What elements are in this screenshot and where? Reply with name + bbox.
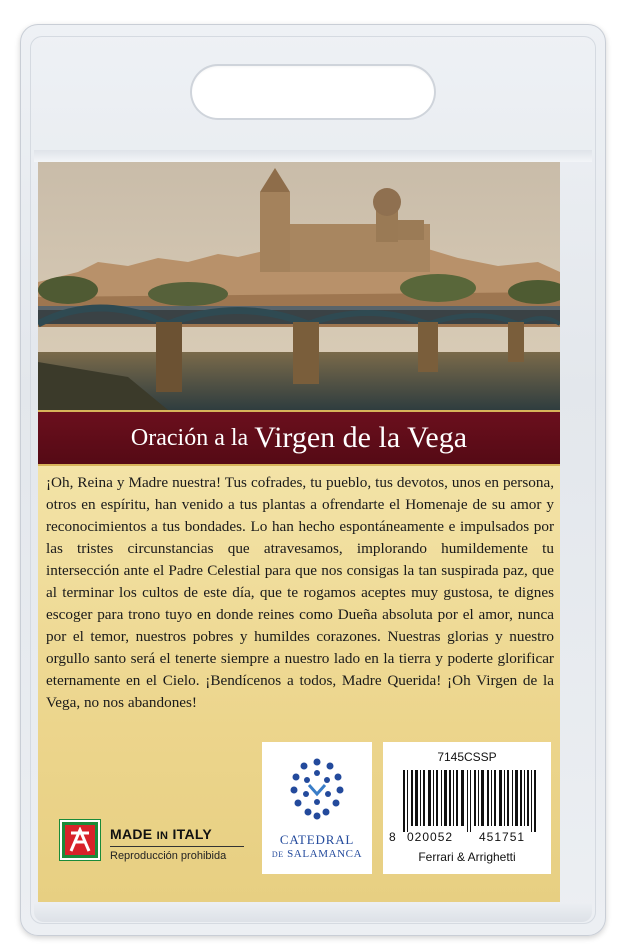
prayer-text: ¡Oh, Reina y Madre nuestra! Tus cofrades, tu pueblo, tus devotos, unos en persona, otros en espíritu, han venido a tus plantas a ofrendarte el Homenaje de su amor y reconocimientos a tus bondades. Lo han hecho espontáneamente e impulsados por las tristes circunstancias que atravesamos, implorando humildemente tu intersección ante el Padre Celestial para que nos consigas la tan suspirada paz, que al terminar los cultos de este día, que te rogamos aceptes muy gustosa, te dignes escoger para trono tuyo en donde reines como Dueña absoluta por el amor, nunca por el temor, nuestros pobres y humildes corazones. Nuestras glorias y nuestro orgullo santo será el tenerte siempre a nuestro lado en la tierra y poderte glorificar eternamente en el Cielo. ¡Bendícenos a todos, Madre Querida! ¡Oh Virgen de la Vega, no nos abandones! [46,474,554,711]
reproduction-text: Reproducción prohibida [110,850,227,862]
tray-top [34,150,592,162]
cathedral-logo-box [262,742,372,874]
in-word: IN [156,830,169,842]
fa-logo [60,820,100,860]
barcode-right-digits: 451751 [479,830,526,844]
product-sku: 7145CSSP [437,750,497,764]
brand-name: Ferrari & Arrighetti [418,850,516,864]
cathedral-de: DE [271,850,284,859]
made-word: MADE [110,826,153,842]
made-in-italy-block [60,818,246,870]
barcode-left-digits: 020052 [407,830,454,844]
hang-hole [190,64,436,120]
salamanca-bridge-photo [38,162,560,410]
cathedral-rose-icon [288,756,346,826]
barcode-icon [401,770,537,834]
title-main: Virgen de la Vega [254,421,468,454]
made-in-italy-text [110,826,212,842]
title-band [38,410,560,466]
cathedral-city [262,848,372,860]
fa-monogram-icon [68,827,92,853]
italy-word: ITALY [172,826,213,842]
tray-bottom [34,902,592,922]
cathedral-salamanca: SALAMANCA [287,848,363,860]
photo-illustration [38,162,560,410]
made-divider [110,846,244,847]
cathedral-name: CATEDRAL [279,832,355,847]
barcode-lead-digit: 8 [389,830,396,844]
barcode-label [383,742,551,874]
title-prefix: Oración a la [130,424,249,451]
